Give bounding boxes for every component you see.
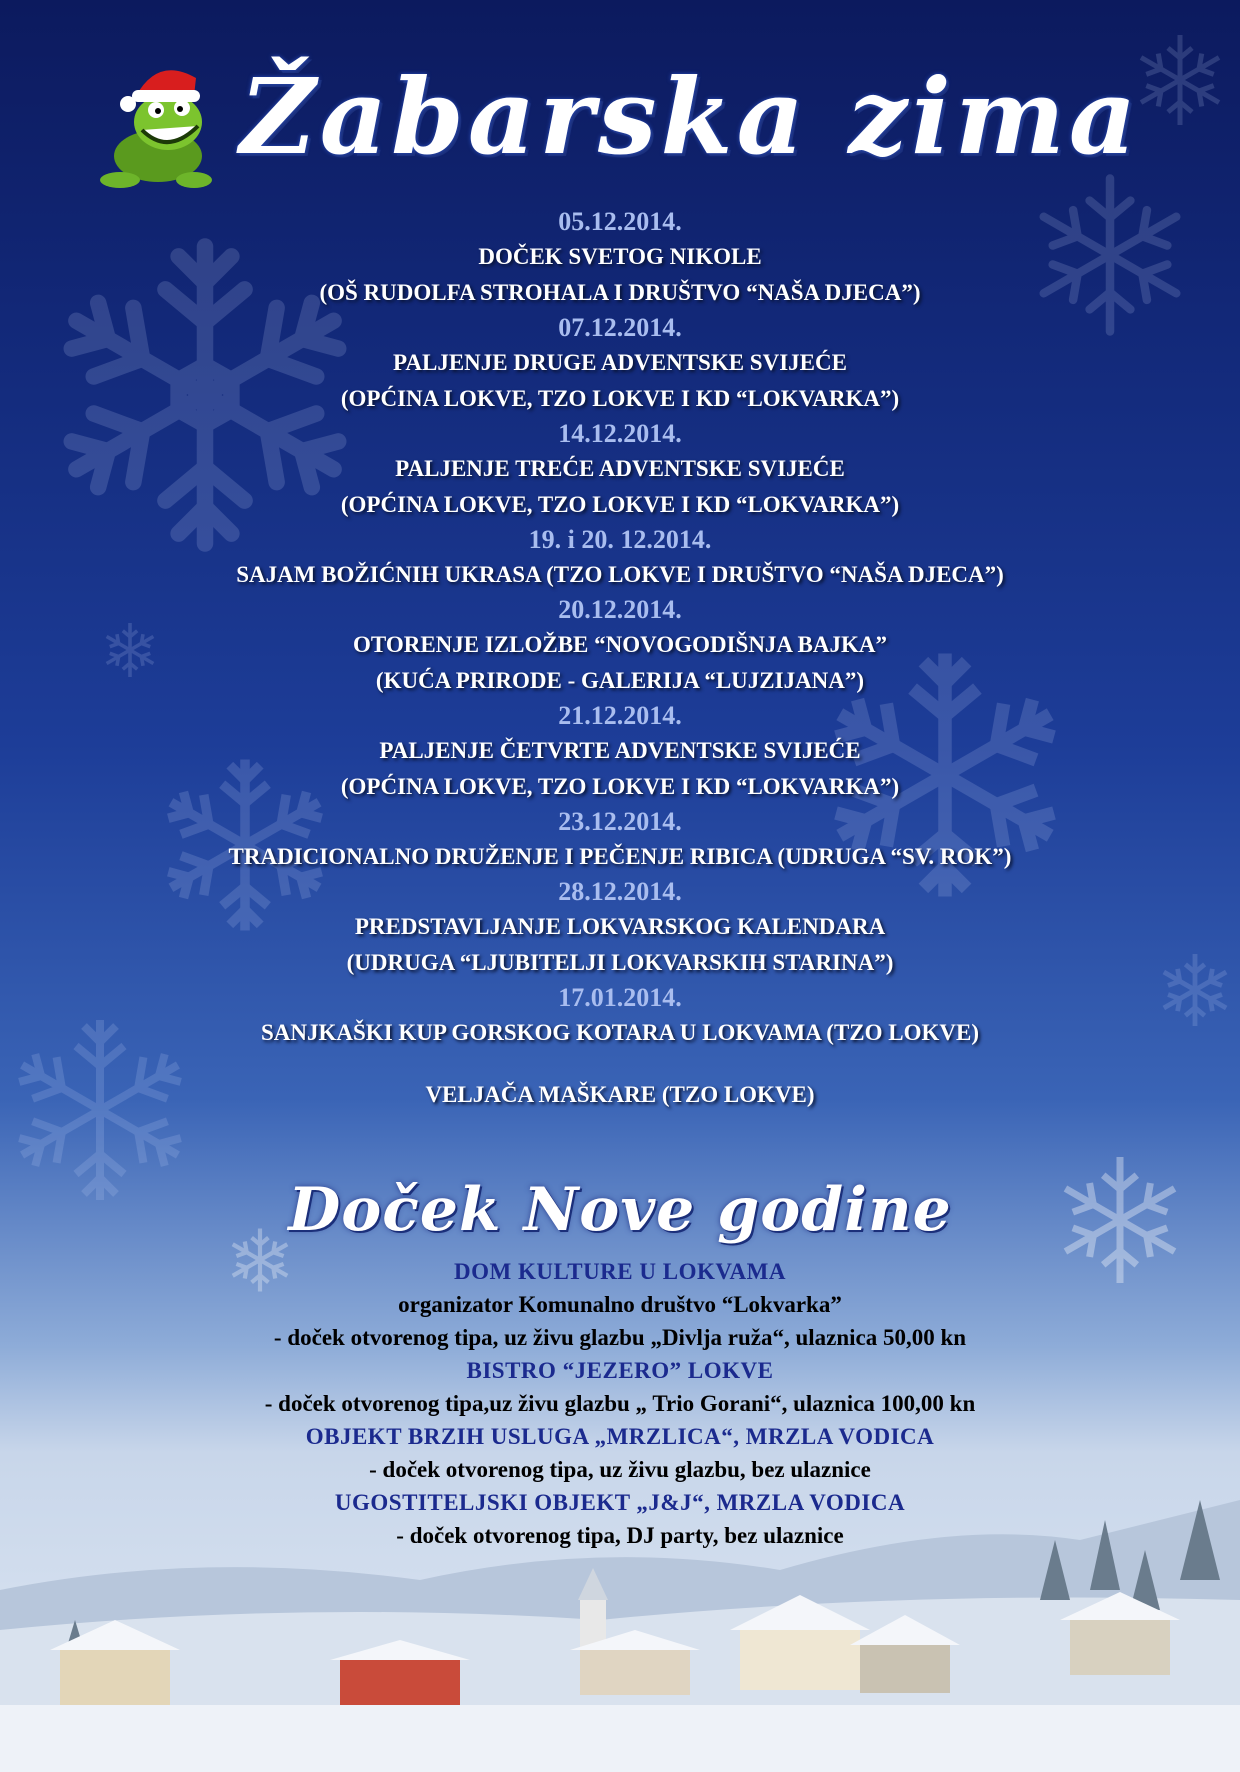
event-organizer: (KUĆA PRIRODE - GALERIJA “LUJZIJANA”): [375, 668, 865, 693]
event-text: SAJAM BOŽIĆNIH UKRASA (TZO LOKVE I DRUŠTVO “NAŠA DJECA”): [236, 562, 1004, 587]
event-organizer: (OPĆINA LOKVE, TZO LOKVE I KD “LOKVARKA”): [340, 386, 900, 411]
event-entry: [60, 699, 1180, 805]
venue-detail: organizator Komunalno društvo “Lokvarka”: [398, 1292, 842, 1317]
event-date: 19. i 20. 12.2014.: [528, 525, 712, 554]
event-date: 23.12.2014.: [558, 807, 682, 836]
event-text: DOČEK SVETOG NIKOLE: [478, 244, 762, 269]
snowy-village-image: [0, 1480, 1240, 1772]
event-date: 20.12.2014.: [558, 595, 682, 624]
event-organizer: (OŠ RUDOLFA STROHALA I DRUŠTVO “NAŠA DJECA”): [319, 280, 921, 305]
event-date: 05.12.2014.: [558, 207, 682, 236]
event-text: TRADICIONALNO DRUŽENJE I PEČENJE RIBICA (UDRUGA “SV. ROK”): [228, 844, 1012, 869]
venue-name: UGOSTITELJSKI OBJEKT „J&J“, MRZLA VODICA: [334, 1490, 906, 1515]
event-entry: [60, 593, 1180, 699]
venue-name: DOM KULTURE U LOKVAMA: [454, 1259, 786, 1284]
spacer: [60, 1051, 1180, 1077]
event-text: OTORENJE IZLOŽBE “NOVOGODIŠNJA BAJKA”: [353, 632, 887, 657]
event-entry: [60, 205, 1180, 311]
event-entry: [60, 805, 1180, 875]
event-text: PALJENJE TREĆE ADVENTSKE SVIJEĆE: [395, 456, 845, 481]
nye-title: Doček Nove godine: [288, 1175, 952, 1245]
event-date: 28.12.2014.: [558, 877, 682, 906]
extra-event: VELJAČA MAŠKARE (TZO LOKVE): [425, 1082, 815, 1107]
event-text: SANJKAŠKI KUP GORSKOG KOTARA U LOKVAMA (TZO LOKVE): [261, 1020, 979, 1045]
event-text: PALJENJE DRUGE ADVENTSKE SVIJEĆE: [393, 350, 847, 375]
event-entry: [60, 311, 1180, 417]
frog-mascot-icon: [98, 60, 226, 192]
event-organizer: (OPĆINA LOKVE, TZO LOKVE I KD “LOKVARKA”): [340, 492, 900, 517]
event-organizer: (OPĆINA LOKVE, TZO LOKVE I KD “LOKVARKA”): [340, 774, 900, 799]
event-date: 21.12.2014.: [558, 701, 682, 730]
venue-name: OBJEKT BRZIH USLUGA „MRZLICA“, MRZLA VODICA: [305, 1424, 935, 1449]
venue-detail: - doček otvorenog tipa, uz živu glazbu, bez ulaznice: [369, 1457, 871, 1482]
event-entry: [60, 417, 1180, 523]
venue-name: BISTRO “JEZERO” LOKVE: [466, 1358, 774, 1383]
event-text: PREDSTAVLJANJE LOKVARSKOG KALENDARA: [354, 914, 886, 939]
event-entry: [60, 981, 1180, 1051]
event-organizer: (UDRUGA “LJUBITELJI LOKVARSKIH STARINA”): [346, 950, 894, 975]
main-title: Žabarska zima: [239, 55, 1141, 178]
event-date: 07.12.2014.: [558, 313, 682, 342]
event-text: PALJENJE ČETVRTE ADVENTSKE SVIJEĆE: [379, 738, 861, 763]
venue-detail: - doček otvorenog tipa, DJ party, bez ulaznice: [396, 1523, 844, 1548]
event-date: 17.01.2014.: [558, 983, 682, 1012]
venue-detail: - doček otvorenog tipa,uz živu glazbu „ Trio Gorani“, ulaznica 100,00 kn: [264, 1391, 976, 1416]
events-list: [60, 205, 1180, 1113]
event-entry: [60, 875, 1180, 981]
venue-detail: - doček otvorenog tipa, uz živu glazbu „Divlja ruža“, ulaznica 50,00 kn: [273, 1325, 967, 1350]
event-entry: [60, 523, 1180, 593]
event-date: 14.12.2014.: [558, 419, 682, 448]
